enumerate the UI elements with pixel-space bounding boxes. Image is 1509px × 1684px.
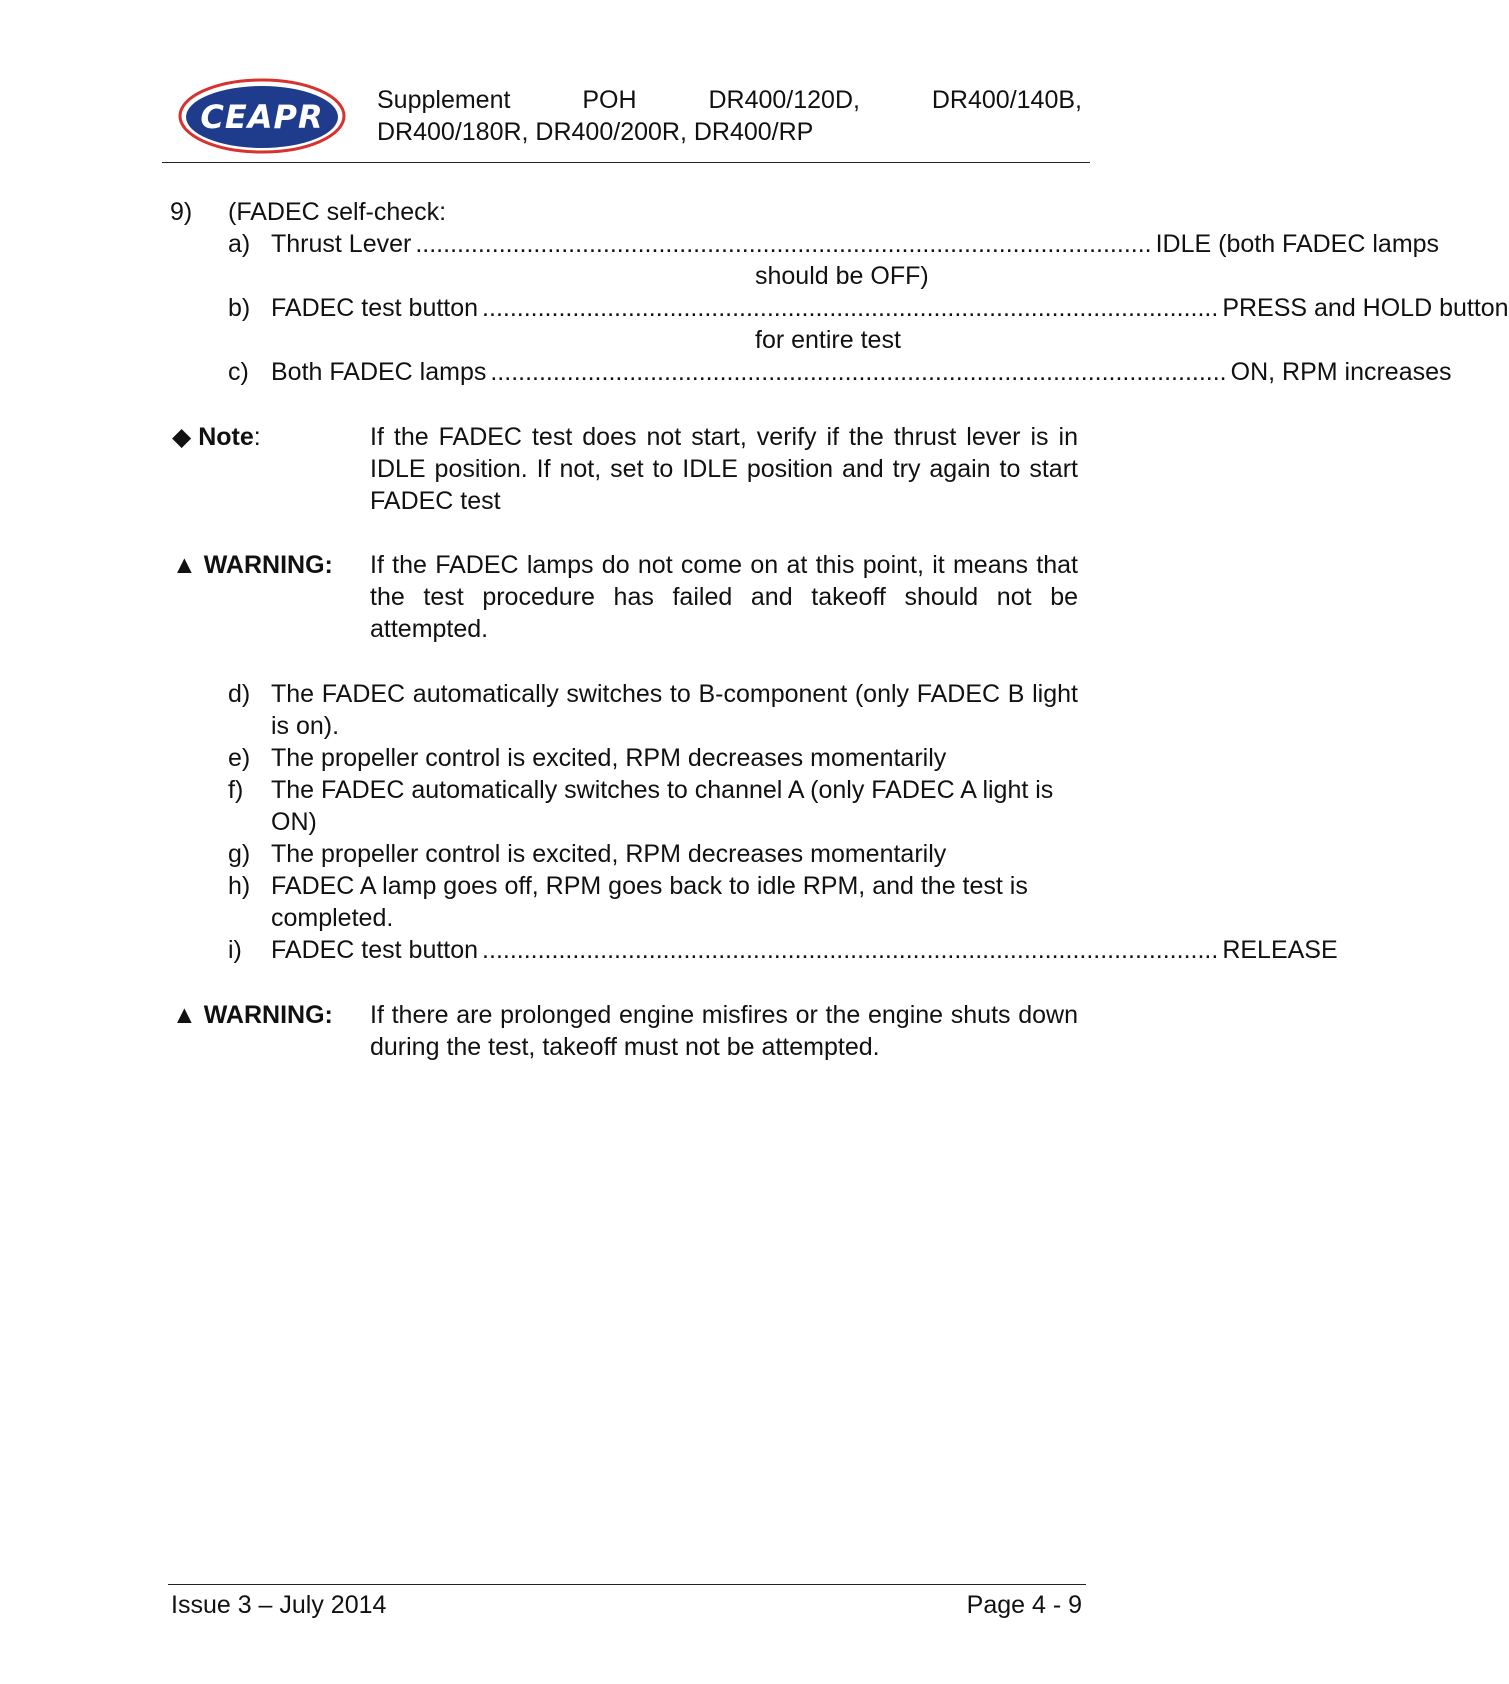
leader-dots: .......................................................................................................... (490, 358, 1227, 386)
item-letter: a) (228, 230, 251, 258)
checklist-item-fadec-test-button (271, 292, 1509, 324)
procedure-item: The FADEC automatically switches to B-component (only FADEC B light is on). (271, 680, 1078, 740)
checklist-item-both-fadec-lamps (271, 356, 1452, 388)
note-label: Note (198, 423, 254, 451)
item-value-cont: for entire test (755, 326, 901, 354)
warning-triangle-icon: ▲ (172, 1001, 197, 1029)
ceapr-logo (178, 78, 346, 154)
item-letter: e) (228, 744, 251, 772)
header-line-2: DR400/180R, DR400/200R, DR400/RP (377, 118, 814, 146)
header-word: POH (582, 86, 637, 114)
item-letter: b) (228, 294, 251, 322)
warning-text: If the FADEC lamps do not come on at this point, it means that the test procedure has failed and takeoff should not be attempted. (370, 551, 1078, 643)
header-word: DR400/140B, (931, 86, 1082, 114)
warning-text: If there are prolonged engine misfires or the engine shuts down during the test, takeoff must not be attempted. (370, 1001, 1078, 1061)
note-heading (172, 421, 261, 453)
page-number: Page 4 - 9 (966, 1591, 1082, 1619)
item-letter: c) (228, 358, 249, 386)
item-label: Thrust Lever (271, 230, 412, 258)
leader-dots: .......................................................................................................... (482, 936, 1219, 964)
checklist-item-thrust-lever (271, 228, 1440, 260)
header-word: Supplement (377, 86, 511, 114)
item-value: ON, RPM increases (1230, 358, 1452, 386)
item-letter: h) (228, 872, 251, 900)
item-value: IDLE (both FADEC lamps (1155, 230, 1440, 258)
procedure-item: The FADEC automatically switches to channel A (only FADEC A light is ON) (271, 776, 1054, 836)
step-number: 9) (170, 198, 193, 226)
diamond-icon: ◆ (172, 423, 192, 451)
logo-text: CEAPR (200, 98, 324, 136)
leader-dots: .......................................................................................................... (482, 294, 1219, 322)
warning-triangle-icon: ▲ (172, 551, 197, 579)
item-label: Both FADEC lamps (271, 358, 487, 386)
note-colon: : (253, 423, 261, 451)
item-value: PRESS and HOLD button (1222, 294, 1509, 322)
item-label: FADEC test button (271, 294, 479, 322)
header-word: DR400/120D, (708, 86, 860, 114)
item-value-cont: should be OFF) (755, 262, 929, 290)
header-divider (162, 162, 1090, 163)
issue-date: Issue 3 – July 2014 (171, 1591, 387, 1619)
checklist-item-release (271, 934, 1338, 966)
procedure-item: The propeller control is excited, RPM decreases momentarily (271, 744, 947, 772)
warning-label: WARNING: (203, 551, 333, 579)
warning-heading (172, 999, 333, 1031)
item-letter: f) (228, 776, 244, 804)
leader-dots: .......................................................................................................... (415, 230, 1152, 258)
item-value: RELEASE (1222, 936, 1338, 964)
document-header (377, 84, 1082, 148)
step-title: (FADEC self-check: (228, 198, 447, 226)
item-letter: g) (228, 840, 251, 868)
warning-label: WARNING: (203, 1001, 333, 1029)
item-letter: d) (228, 680, 251, 708)
procedure-item: FADEC A lamp goes off, RPM goes back to idle RPM, and the test is completed. (271, 872, 1028, 932)
warning-heading (172, 549, 333, 581)
note-text: If the FADEC test does not start, verify if the thrust lever is in IDLE position. If not, set to IDLE position and try again to start FADEC test (370, 423, 1078, 515)
footer-divider (168, 1584, 1086, 1585)
header-line-1 (377, 84, 1082, 116)
item-label: FADEC test button (271, 936, 479, 964)
procedure-item: The propeller control is excited, RPM decreases momentarily (271, 840, 947, 868)
item-letter: i) (228, 936, 242, 964)
